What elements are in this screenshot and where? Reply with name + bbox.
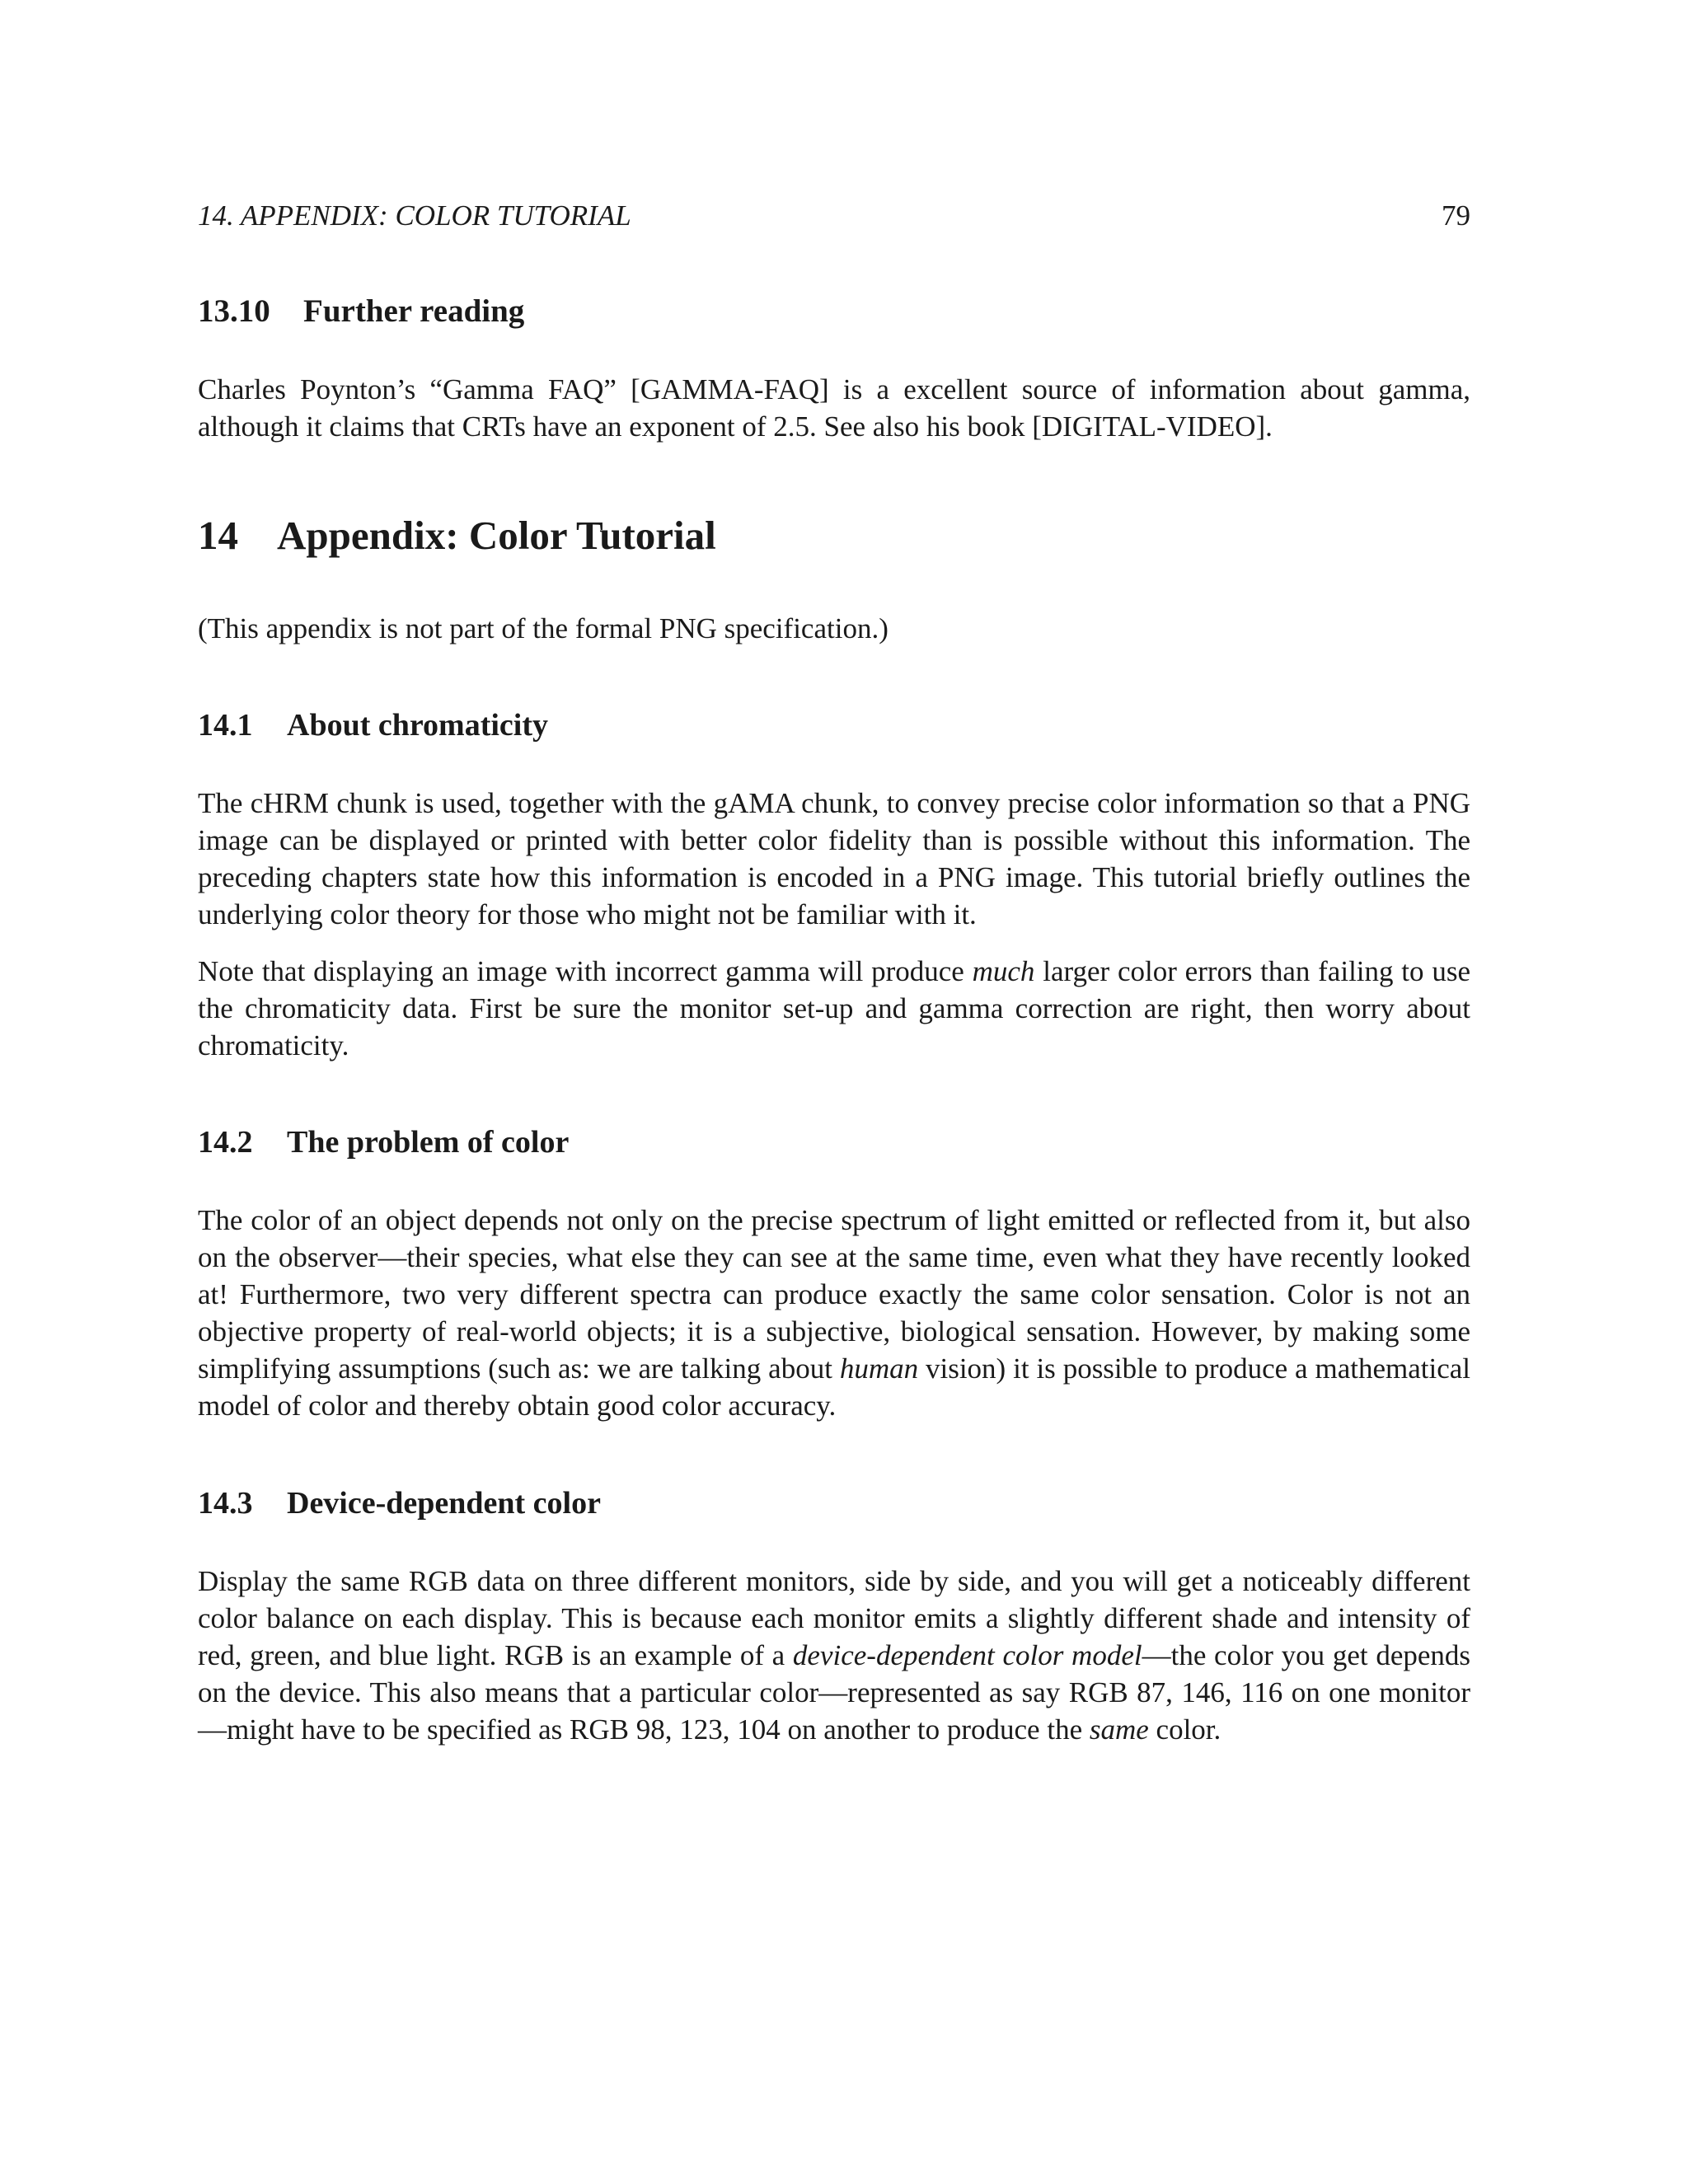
chapter-number: 14 bbox=[198, 513, 238, 558]
section-number: 13.10 bbox=[198, 293, 270, 329]
paragraph-device-dependent-color: Display the same RGB data on three different monitors, side by side, and you will get a noticeably different color balance on each display. This is because each monitor emits a slightly different shade and intensity of red, green, and blue light. RGB is an example of a device-dependent color model—the color you get depends on the device. This also means that a particular color—represented as say RGB 87, 146, 116 on one monitor—might have to be specified as RGB 98, 123, 104 on another to produce the same color. bbox=[198, 1565, 1471, 1746]
emphasis-much: much bbox=[972, 955, 1035, 987]
paragraph-further-reading: Charles Poynton’s “Gamma FAQ” [GAMMA-FAQ] is a excellent source of information about gamma, although it claims that CRTs have an exponent of 2.5. See also his book [DIGITAL-VIDEO]. bbox=[198, 373, 1470, 443]
paragraph-chromaticity-note: Note that displaying an image with incorrect gamma will produce much larger color errors than failing to use the chromaticity data. First be sure the monitor set-up and gamma correction are right, then worry about chromaticity. bbox=[198, 955, 1470, 1062]
section-heading-14-2 bbox=[198, 1122, 1470, 1162]
paragraph-problem-of-color: The color of an object depends not only on the precise spectrum of light emitted or reflected from it, but also on the observer—their species, what else they can see at the same time, even what they have recently looked at! Furthermore, two very different spectra can produce exactly the same color sensation. Color is not an objective property of real-world objects; it is a subjective, biological sensation. However, by making some simplifying assumptions (such as: we are talking about human vision) it is possible to produce a mathematical model of color and thereby obtain good color accuracy. bbox=[198, 1204, 1470, 1422]
section-title: About chromaticity bbox=[287, 708, 548, 743]
section-title: Device-dependent color bbox=[287, 1486, 601, 1521]
emphasis-device-dependent-color-model: device-dependent color model bbox=[792, 1639, 1142, 1671]
emphasis-human: human bbox=[839, 1352, 919, 1385]
section-title: The problem of color bbox=[287, 1125, 570, 1160]
section-heading-14-3 bbox=[198, 1483, 1470, 1523]
running-title: 14. APPENDIX: COLOR TUTORIAL bbox=[198, 199, 631, 232]
appendix-note: (This appendix is not part of the formal PNG specification.) bbox=[198, 612, 889, 644]
section-number: 14.1 bbox=[198, 708, 253, 743]
running-header bbox=[198, 198, 1470, 234]
paragraph-chromaticity-intro: The cHRM chunk is used, together with the gAMA chunk, to convey precise color information so that a PNG image can be displayed or printed with better color fidelity than is possible without this information. The preceding chapters state how this information is encoded in a PNG image. This tutorial briefly outlines the underlying color theory for those who might not be familiar with it. bbox=[198, 787, 1470, 930]
emphasis-same: same bbox=[1089, 1713, 1149, 1746]
document-page bbox=[198, 0, 1470, 2184]
chapter-title: Appendix: Color Tutorial bbox=[277, 513, 716, 558]
section-number: 14.3 bbox=[198, 1486, 253, 1521]
chapter-heading-14 bbox=[198, 511, 1470, 560]
section-heading-14-1 bbox=[198, 705, 1470, 745]
section-heading-13-10 bbox=[198, 292, 1470, 331]
page-number: 79 bbox=[1442, 199, 1470, 232]
section-number: 14.2 bbox=[198, 1125, 253, 1160]
section-title: Further reading bbox=[303, 293, 525, 329]
